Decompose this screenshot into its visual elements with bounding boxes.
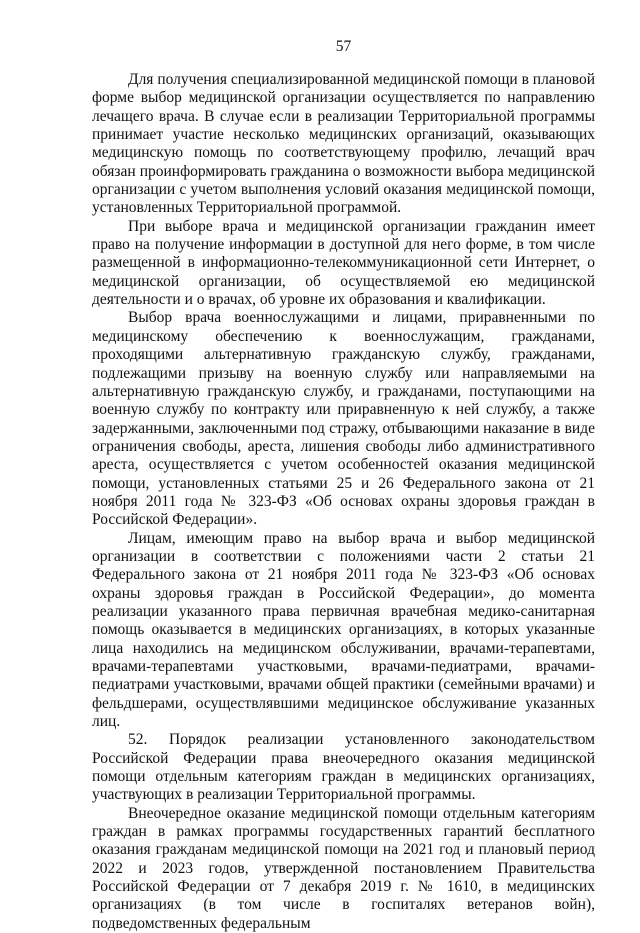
paragraph-primary-care-before-choice: Лицам, имеющим право на выбор врача и выбор медицинской организации в соответствии с положениями части 2 статьи 21 Федерального закона от 21 ноября 2011 года № 323-ФЗ «Об основах охраны здоровья граждан в Российской Федерации», до момента реализации указанного права первичная врачебная медико-санитарная помощь оказывается в медицинских организациях, в которых указанные лица находились на медицинском обслуживании, врачами-терапевтами, врачами-терапевтами участковыми, врачами-педиатрами, врачами-педиатрами участковыми, врачами общей практики (семейными врачами) и фельдшерами, осуществлявшими медицинское обслуживание указанных лиц. bbox=[92, 529, 595, 731]
paragraph-right-to-information: При выборе врача и медицинской организации гражданин имеет право на получение информации в доступной для него форме, в том числе размещенной в информационно-телекоммуникационной сети Интернет, о медицинской организации, об осуществляемой ею медицинской деятельности и о врачах, об уровне их образования и квалификации. bbox=[92, 217, 595, 309]
section-52-heading: 52. Порядок реализации установленного законодательством Российской Федерации права внеочередного оказания медицинской помощи отдельным категориям граждан в медицинских организациях, участвующих в реализации Территориальной программы. bbox=[92, 731, 595, 804]
paragraph-specialized-care-choice: Для получения специализированной медицинской помощи в плановой форме выбор медицинской организации осуществляется по направлению лечащего врача. В случае если в реализации Территориальной программы принимает участие несколько медицинских организаций, оказывающих медицинскую помощь по соответствующему профилю, лечащий врач обязан проинформировать гражданина о возможности выбора медицинской организации с учетом выполнения условий оказания медицинской помощи, установленных Территориальной программой. bbox=[92, 71, 595, 217]
paragraph-priority-care: Внеочередное оказание медицинской помощи отдельным категориям граждан в рамках программы государственных гарантий бесплатного оказания гражданам медицинской помощи на 2021 год и плановый период 2022 и 2023 годов, утвержденной постановлением Правительства Российской Федерации от 7 декабря 2019 г. № 1610, в медицинских организациях (в том числе в госпиталях ветеранов войн), подведомственных федеральным bbox=[92, 804, 595, 932]
document-page bbox=[92, 38, 595, 933]
paragraph-military-doctor-choice: Выбор врача военнослужащими и лицами, приравненными по медицинскому обеспечению к военнослужащим, гражданами, проходящими альтернативную гражданскую службу, гражданами, подлежащими призыву на военную службу или направляемыми на альтернативную гражданскую службу, и гражданами, поступающими на военную службу по контракту или приравненную к ней службу, а также задержанными, заключенными под стражу, отбывающими наказание в виде ограничения свободы, ареста, лишения свободы либо административного ареста, осуществляется с учетом особенностей оказания медицинской помощи, установленных статьями 25 и 26 Федерального закона от 21 ноября 2011 года № 323-ФЗ «Об основах охраны здоровья граждан в Российской Федерации». bbox=[92, 309, 595, 529]
page-number: 57 bbox=[335, 38, 352, 55]
